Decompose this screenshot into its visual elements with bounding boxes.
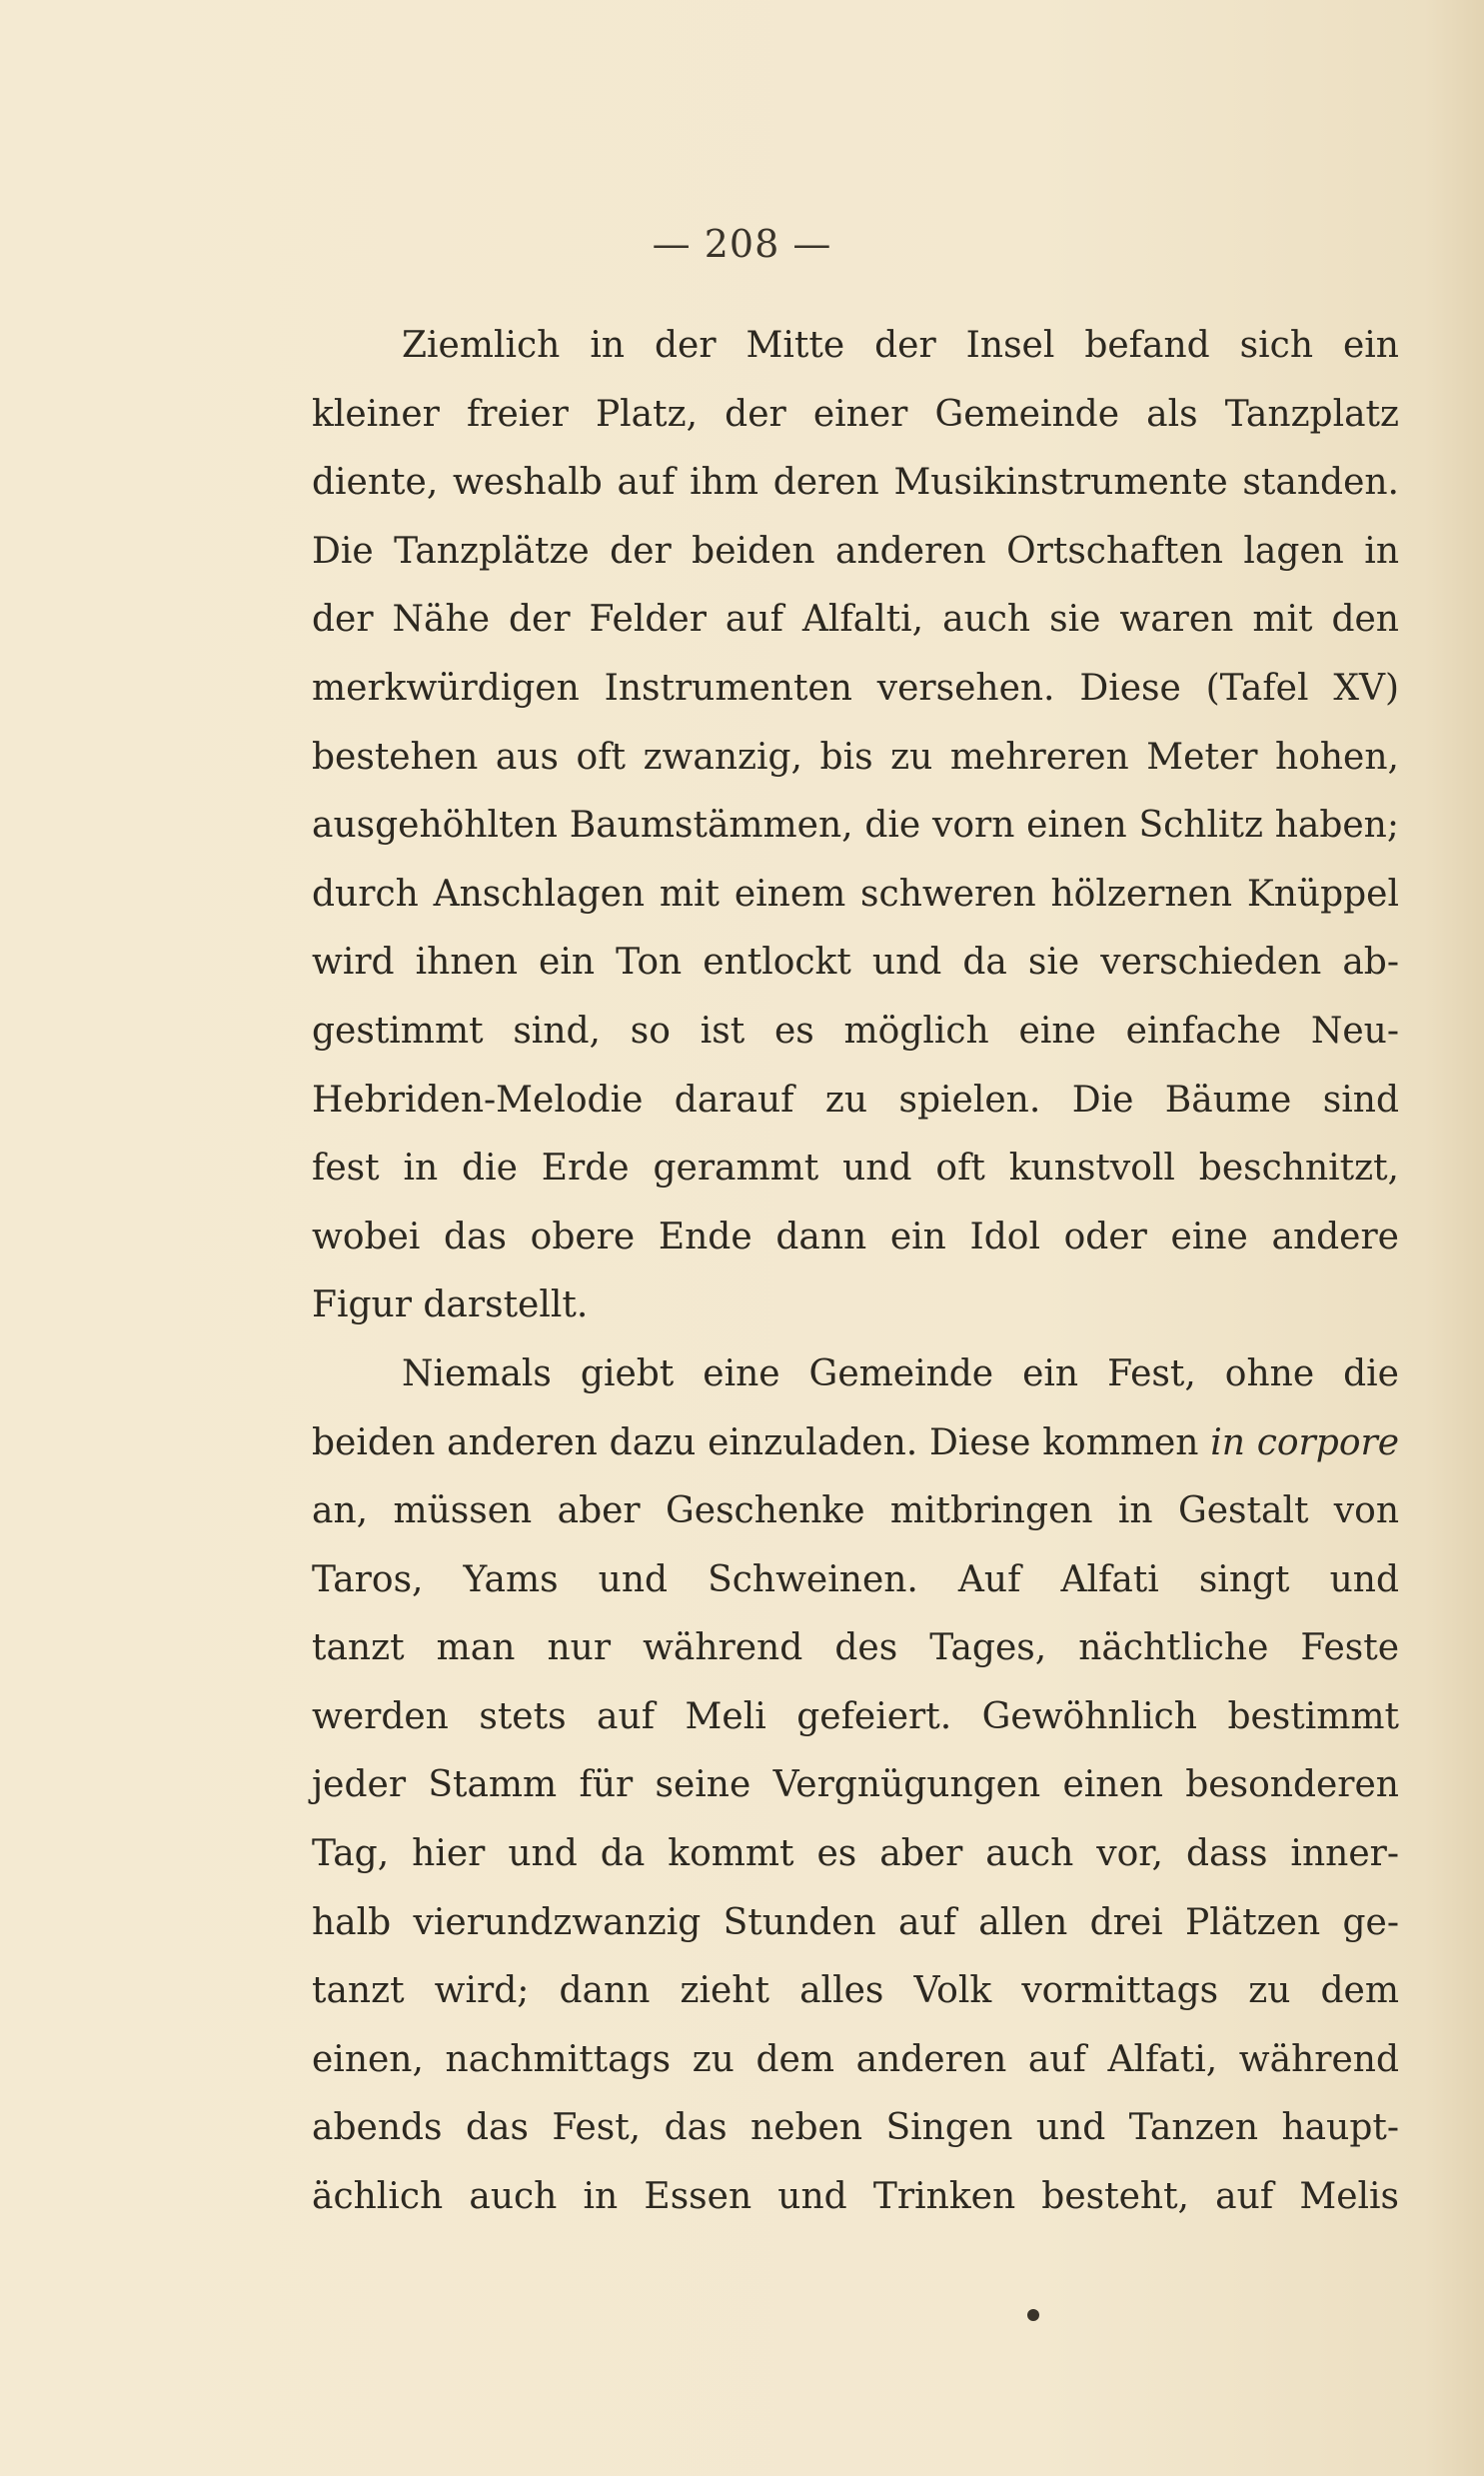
paragraph-1 — [312, 312, 1399, 1340]
text-line: ausgehöhlten Baumstämmen, die vorn einen Schlitz haben; — [312, 805, 1399, 847]
text-line: durch Anschlagen mit einem schweren hölzernen Knüppel — [312, 873, 1399, 915]
paragraph-2 — [312, 1340, 1399, 2232]
text-line: bestehen aus oft zwanzig, bis zu mehreren Meter hohen, — [312, 736, 1399, 778]
text-line: tanzt man nur während des Tages, nächtliche Feste — [312, 1627, 1399, 1669]
text-line: Ziemlich in der Mitte der Insel befand sich ein — [402, 325, 1399, 366]
text-line: merkwürdigen Instrumenten versehen. Diese (Tafel XV) — [312, 667, 1399, 709]
text-line: werden stets auf Meli gefeiert. Gewöhnlich bestimmt — [312, 1695, 1399, 1737]
text-line: einen, nachmittags zu dem anderen auf Alfati, während — [312, 2038, 1399, 2080]
text-line: ächlich auch in Essen und Trinken besteht, auf Melis — [312, 2176, 1399, 2218]
text-line: Figur darstellt. — [312, 1284, 589, 1326]
text-line: Die Tanzplätze der beiden anderen Ortschaften lagen in — [312, 530, 1399, 572]
text-line: wobei das obere Ende dann ein Idol oder eine andere — [312, 1216, 1399, 1257]
text-line: kleiner freier Platz, der einer Gemeinde als Tanzplatz — [312, 393, 1399, 435]
text-line: Taros, Yams und Schweinen. Auf Alfati singt und — [312, 1558, 1399, 1600]
text-line: fest in die Erde gerammt und oft kunstvoll beschnitzt, — [312, 1148, 1399, 1190]
page-number: — 208 — — [652, 222, 832, 266]
text-line: wird ihnen ein Ton entlockt und da sie verschieden ab- — [312, 942, 1399, 984]
text-line: gestimmt sind, so ist es möglich eine einfache Neu- — [312, 1010, 1399, 1052]
text-line: abends das Fest, das neben Singen und Tanzen haupt- — [312, 2107, 1399, 2149]
text-line: diente, weshalb auf ihm deren Musikinstrumente standen. — [312, 462, 1399, 504]
text-line: der Nähe der Felder auf Alfalti, auch sie waren mit den — [312, 599, 1399, 641]
text-line: tanzt wird; dann zieht alles Volk vormittags zu dem — [312, 1970, 1399, 2012]
line-text: beiden anderen dazu einzuladen. Diese kommen — [312, 1421, 1211, 1463]
ink-speck — [1027, 2309, 1039, 2321]
text-line: halb vierundzwanzig Stunden auf allen drei Plätzen ge- — [312, 1901, 1399, 1943]
text-line — [312, 1409, 1399, 1478]
italic-phrase: in corpore — [1210, 1421, 1400, 1463]
text-line: Tag, hier und da kommt es aber auch vor, dass inner- — [312, 1833, 1399, 1875]
text-line: jeder Stamm für seine Vergnügungen einen besonderen — [312, 1764, 1399, 1806]
text-line: Hebriden-Melodie darauf zu spielen. Die Bäume sind — [312, 1079, 1399, 1121]
body-text — [312, 312, 1399, 2232]
text-line: Niemals giebt eine Gemeinde ein Fest, ohne die — [402, 1352, 1399, 1394]
text-line: an, müssen aber Geschenke mitbringen in Gestalt von — [312, 1490, 1399, 1532]
